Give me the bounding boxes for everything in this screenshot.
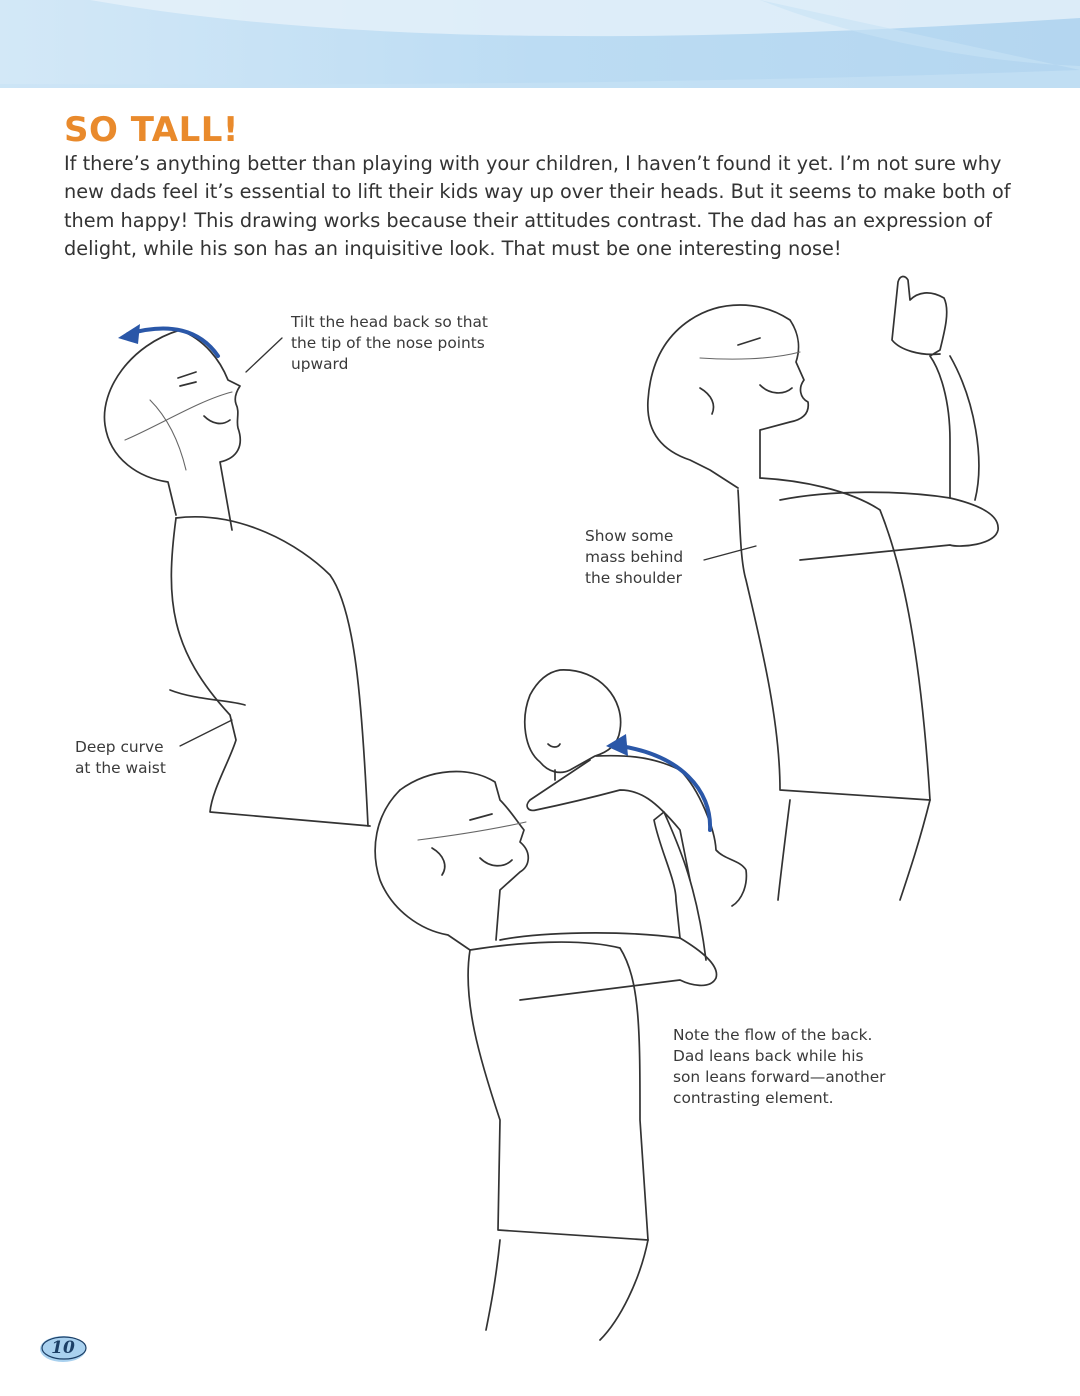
back-flow-arrowhead [606,734,628,756]
dad-lifting-son-sketch [375,670,746,1340]
raised-arm-sketch [648,276,998,900]
intro-paragraph: If there’s anything better than playing with your children, I haven’t found it yet. I’m not sure why new dads feel it’s essential to lift their kids way up over their heads. But it seems to make both of them happy! This drawing works because their attitudes contrast. The dad has an expression of delight, while his son has an inquisitive look. That must be one interesting nose! [64,152,1011,260]
head-tilt-arrowhead [118,324,140,344]
back-flow-arrow [620,746,710,830]
head-tilt-leader [246,338,282,372]
note-shoulder-mass: Show some mass behind the shoulder [585,527,684,587]
shoulder-leader [704,546,756,560]
note-head-tilt: Tilt the head back so that the tip of the nose points upward [291,313,488,373]
waist-leader [180,720,232,746]
note-waist-curve: Deep curve at the waist [75,738,166,777]
page-number-badge [38,1334,88,1364]
note-back-flow: Note the flow of the back. Dad leans back while his son leans forward—another contrasting element. [673,1026,886,1107]
page-title: SO TALL! [64,110,239,150]
page-number: 10 [51,1338,75,1358]
